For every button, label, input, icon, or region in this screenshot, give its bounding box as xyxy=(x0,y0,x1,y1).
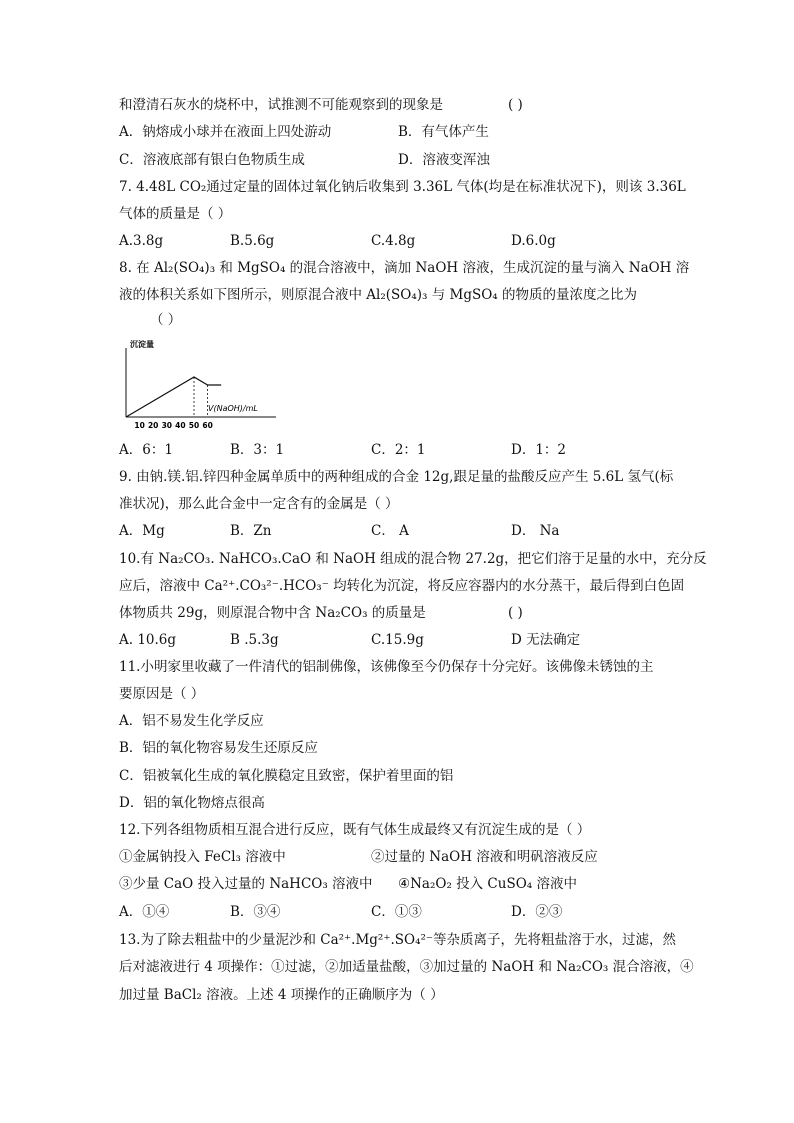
q10-line-3: 体物质共 29g，则原混合物中含 Na₂CO₃ 的质量是 xyxy=(119,605,426,621)
q8-option-c: C．2：1 xyxy=(371,442,426,458)
q6-options-row-1 xyxy=(119,122,679,142)
q12-line-1: 12.下列各组物质相互混合进行反应，既有气体生成最终又有沉淀生成的是（ ） xyxy=(119,822,591,838)
q10-option-a: A. 10.6g xyxy=(119,632,177,648)
q11-option-b: B．铝的氧化物容易发生还原反应 xyxy=(119,740,318,756)
q10-option-b: B .5.3g xyxy=(230,632,279,648)
q11-option-a: A．铝不易发生化学反应 xyxy=(119,713,264,729)
q6-options-row-2 xyxy=(119,150,679,170)
q13-line-1: 13.为了除去粗盐中的少量泥沙和 Ca²⁺.Mg²⁺.SO₄²⁻等杂质离子，先将粗盐溶于水，过滤，然 xyxy=(119,932,677,948)
q10-line-2: 应后，溶液中 Ca²⁺.CO₃²⁻.HCO₃⁻ 均转化为沉淀，将反应容器内的水分蒸干，最后得到白色固 xyxy=(119,578,685,594)
q8-answer-paren: （ ） xyxy=(150,312,182,328)
q10-answer-paren: ( ) xyxy=(508,605,523,621)
q10-option-d: D 无法确定 xyxy=(511,632,581,648)
chart-x-tick-10: 10 xyxy=(134,421,145,430)
q8-option-b: B．3：1 xyxy=(230,442,285,458)
q12-options xyxy=(119,902,679,922)
q9-option-c: C． A xyxy=(371,523,409,539)
q12-item-2: ②过量的 NaOH 溶液和明矾溶液反应 xyxy=(371,849,598,865)
precipitate-chart xyxy=(122,340,282,432)
q9-option-d: D． Na xyxy=(511,523,560,539)
q8-option-a: A．6：1 xyxy=(119,442,173,458)
chart-x-ticks xyxy=(134,421,212,430)
q8-line-1: 8. 在 Al₂(SO₄)₃ 和 MgSO₄ 的混合溶液中，滴加 NaOH 溶液，生成沉淀的量与滴入 NaOH 溶 xyxy=(119,260,690,276)
q12-option-a: A．①④ xyxy=(119,904,170,920)
chart-x-tick-30: 30 xyxy=(161,421,173,430)
q8-line-2: 液的体积关系如下图所示，则原混合液中 Al₂(SO₄)₃ 与 MgSO₄ 的物质的量浓度之比为 xyxy=(119,287,638,303)
q7-option-c: C.4.8g xyxy=(371,233,416,249)
q6-line-1: 和澄清石灰水的烧杯中，试推测不可能观察到的现象是 xyxy=(119,97,443,113)
chart-x-tick-60: 60 xyxy=(202,421,213,430)
chart-x-tick-40: 40 xyxy=(175,421,186,430)
q6-option-d: D．溶液变浑浊 xyxy=(398,152,490,168)
chart-x-label: V(NaOH)/mL xyxy=(208,404,258,413)
q9-line-2: 准状况)，那么此合金中一定含有的金属是（ ） xyxy=(119,496,399,512)
q6-option-b: B．有气体产生 xyxy=(398,124,489,140)
q7-option-a: A.3.8g xyxy=(119,233,164,249)
q10-line-1: 10.有 Na₂CO₃. NaHCO₃.CaO 和 NaOH 组成的混合物 27.2g，把它们溶于足量的水中，充分反 xyxy=(119,551,707,567)
q7-option-d: D.6.0g xyxy=(511,233,556,249)
q7-options xyxy=(119,231,679,251)
q12-option-c: C．①③ xyxy=(371,904,422,920)
q9-option-a: A．Mg xyxy=(119,523,165,539)
q12-option-d: D．②③ xyxy=(511,904,563,920)
q8-option-d: D．1：2 xyxy=(511,442,567,458)
q12-items-row-2 xyxy=(119,874,679,894)
q12-item-3: ③少量 CaO 投入过量的 NaHCO₃ 溶液中 xyxy=(119,876,373,892)
q12-item-1: ①金属钠投入 FeCl₃ 溶液中 xyxy=(119,849,286,865)
q7-line-2: 气体的质量是（ ） xyxy=(119,206,232,222)
q12-item-4: ④Na₂O₂ 投入 CuSO₄ 溶液中 xyxy=(398,876,577,892)
q6-option-a: A．钠熔成小球并在液面上四处游动 xyxy=(119,124,332,140)
chart-x-tick-20: 20 xyxy=(147,421,159,430)
q12-items-row-1 xyxy=(119,847,679,867)
q10-option-c: C.15.9g xyxy=(371,632,424,648)
q12-option-b: B．③④ xyxy=(230,904,281,920)
q9-option-b: B．Zn xyxy=(230,523,272,539)
q13-line-2: 后对滤液进行 4 项操作：①过滤，②加适量盐酸，③加过量的 NaOH 和 Na₂CO₃ 混合溶液，④ xyxy=(119,959,694,975)
q6-answer-paren: ( ) xyxy=(508,97,523,113)
q7-option-b: B.5.6g xyxy=(230,233,275,249)
q10-options xyxy=(119,630,679,650)
q13-line-3: 加过量 BaCl₂ 溶液。上述 4 项操作的正确顺序为（ ） xyxy=(119,987,444,1003)
q8-options xyxy=(119,440,679,460)
chart-series-line xyxy=(126,377,221,417)
q11-line-1: 11.小明家里收藏了一件清代的铝制佛像，该佛像至今仍保存十分完好。该佛像未锈蚀的主 xyxy=(119,659,654,675)
q11-option-d: D．铝的氧化物熔点很高 xyxy=(119,795,265,811)
q6-option-c: C．溶液底部有银白色物质生成 xyxy=(119,152,305,168)
q7-line-1: 7. 4.48L CO₂通过定量的固体过氧化钠后收集到 3.36L 气体(均是在标准状况下)，则该 3.36L xyxy=(119,179,686,195)
q11-option-c: C．铝被氧化生成的氧化膜稳定且致密，保护着里面的铝 xyxy=(119,768,454,784)
q11-line-2: 要原因是（ ） xyxy=(119,686,205,702)
q9-options xyxy=(119,521,679,541)
chart-y-label: 沉淀量 xyxy=(130,340,154,349)
q9-line-1: 9. 由钠.镁.铝.锌四种金属单质中的两种组成的合金 12g,跟足量的盐酸反应产生 5.6L 氢气(标 xyxy=(119,469,674,485)
chart-x-tick-50: 50 xyxy=(188,421,200,430)
